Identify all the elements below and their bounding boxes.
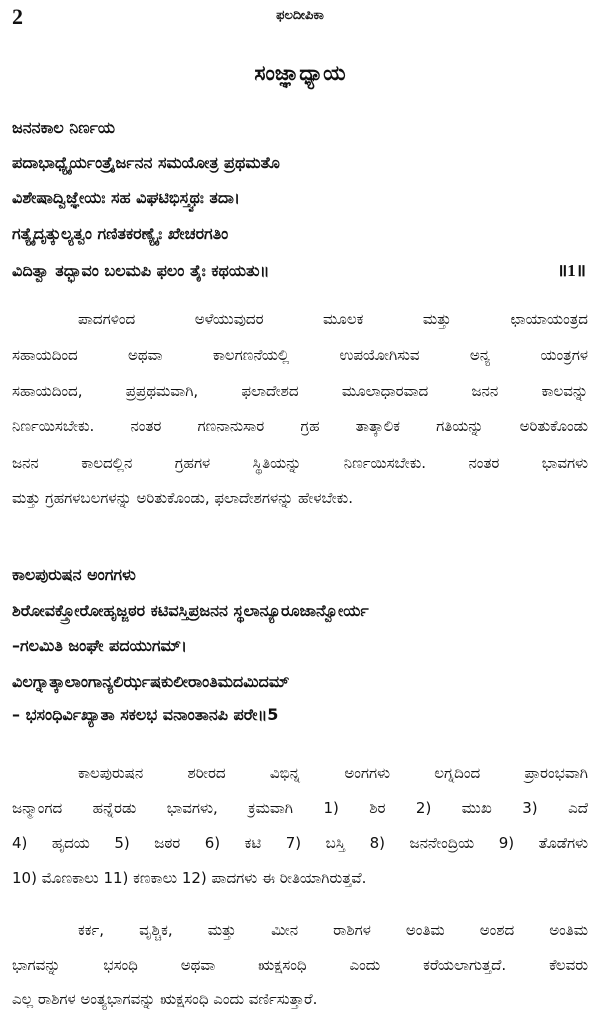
commentary-line: 4) ಹೃದಯ 5) ಜಠರ 6) ಕಟಿ 7) ಬಸ್ತಿ 8) ಜನನೇಂದ್ರಿಯ 9) ತೊಡೆಗಳು: [12, 834, 588, 852]
section-heading: ಜನನಕಾಲ ನಿರ್ಣಯ: [12, 118, 115, 137]
commentary-line: ಜನನ ಕಾಲದಲ್ಲಿನ ಗ್ರಹಗಳ ಸ್ಥಿತಿಯನ್ನು ನಿರ್ಣಯಿಸಬೇಕು. ನಂತರ ಭಾವಗಳು: [12, 454, 588, 472]
verse-line: – ಭಸಂಧಿರ್ವಿಖ್ಯಾತಾ ಸಕಲಭ ವನಾಂತಾನಪಿ ಪರೇ॥5: [12, 705, 279, 724]
verse-line: ವಿದಿತ್ವಾ ತದ್ಭಾವಂ ಬಲಮಪಿ ಫಲಂ ತೈಃ ಕಥಯತು॥: [12, 261, 270, 280]
commentary-line: 10) ಮೊಣಕಾಲು 11) ಕಣಕಾಲು 12) ಪಾದಗಳು ಈ ರೀತಿಯಾಗಿರುತ್ತವೆ.: [12, 869, 367, 887]
section-heading: ಕಾಲಪುರುಷನ ಅಂಗಗಳು: [12, 565, 136, 584]
verse-line: –ಗಲಮಿತಿ ಜಂಘೇ ಪದಯುಗಮ್।: [12, 636, 187, 655]
commentary-line: ಪಾದಗಳಿಂದ ಅಳೆಯುವುದರ ಮೂಲಕ ಮತ್ತು ಛಾಯಾಯಂತ್ರದ: [78, 310, 588, 328]
verse-number: ॥1॥: [557, 261, 586, 280]
commentary-line: ನಿರ್ಣಯಿಸಬೇಕು. ನಂತರ ಗಣನಾನುಸಾರ ಗ್ರಹ ತಾತ್ಕಾಲಿಕ ಗತಿಯನ್ನು ಅರಿತುಕೊಂಡು: [12, 417, 588, 435]
commentary-line: ಕಾಲಪುರುಷನ ಶರೀರದ ವಿಭಿನ್ನ ಅಂಗಗಳು ಲಗ್ನದಿಂದ ಪ್ರಾರಂಭವಾಗಿ: [78, 764, 588, 782]
verse-line: ಶಿರೋವಕ್ತ್ರೋರೋಹೃಜ್ಜಠರ ಕಟಿವಸ್ತಿಪ್ರಜನನ ಸ್ಥಲಾನ್ಯೂರೂಜಾನ್ವೋರ್ಯ: [12, 601, 369, 620]
commentary-line: ಕರ್ಕ, ವೃಶ್ಚಿಕ, ಮತ್ತು ಮೀನ ರಾಶಿಗಳ ಅಂತಿಮ ಅಂಶದ ಅಂತಿಮ: [78, 921, 588, 939]
verse-line: ವಿಲಗ್ನಾತ್ಕಾಲಾಂಗಾನ್ಯಲಿರ್ಝಷಕುಲೀರಾಂತಿಮದಮಿದಮ್: [12, 672, 290, 691]
commentary-line: ಮತ್ತು ಗ್ರಹಗಳಬಲಗಳನ್ನು ಅರಿತುಕೊಂಡು, ಫಲಾದೇಶಗಳನ್ನು ಹೇಳಬೇಕು.: [12, 489, 353, 507]
commentary-line: ಜನ್ಮಾಂಗದ ಹನ್ನೆರಡು ಭಾವಗಳು, ಕ್ರಮವಾಗಿ 1) ಶಿರ 2) ಮುಖ 3) ಎದೆ: [12, 799, 588, 817]
commentary-line: ಸಹಾಯದಿಂದ, ಪ್ರಪ್ರಥಮವಾಗಿ, ಫಲಾದೇಶದ ಮೂಲಾಧಾರವಾದ ಜನನ ಕಾಲವನ್ನು: [12, 382, 588, 400]
verse-line: ಪದಾಭಾಧ್ಯೈರ್ಯಂತ್ರೈರ್ಜನನ ಸಮಯೋತ್ರ ಪ್ರಥಮತೊ: [12, 153, 280, 172]
verse-line: ವಿಶೇಷಾದ್ವಿಜ್ಞೇಯಃ ಸಹ ವಿಘಟಿಭಿಸ್ತ್ವಥಃ ತದಾ।: [12, 188, 240, 207]
chapter-title: ಸಂಜ್ಞಾಧ್ಯಾಯ: [254, 61, 346, 85]
page-number: 2: [12, 4, 23, 29]
running-header: ಫಲದೀಪಿಕಾ: [276, 8, 324, 23]
commentary-line: ಎಲ್ಲ ರಾಶಿಗಳ ಅಂತ್ಯಭಾಗವನ್ನು ಋಕ್ಷಸಂಧಿ ಎಂದು ವರ್ಣಿಸುತ್ತಾರೆ.: [12, 990, 318, 1008]
verse-line: ಗತ್ಯೈದೃತ್ಕುಲ್ಯತ್ವಂ ಗಣಿತಕರಣ್ಯೈಃ ಖೇಚರಗತಿಂ: [12, 224, 229, 243]
commentary-line: ಭಾಗವನ್ನು ಭಸಂಧಿ ಅಥವಾ ಋಕ್ಷಸಂಧಿ ಎಂದು ಕರೆಯಲಾಗುತ್ತದೆ. ಕೆಲವರು: [12, 956, 588, 974]
commentary-line: ಸಹಾಯದಿಂದ ಅಥವಾ ಕಾಲಗಣನೆಯಲ್ಲಿ ಉಪಯೋಗಿಸುವ ಅನ್ಯ ಯಂತ್ರಗಳ: [12, 346, 588, 364]
